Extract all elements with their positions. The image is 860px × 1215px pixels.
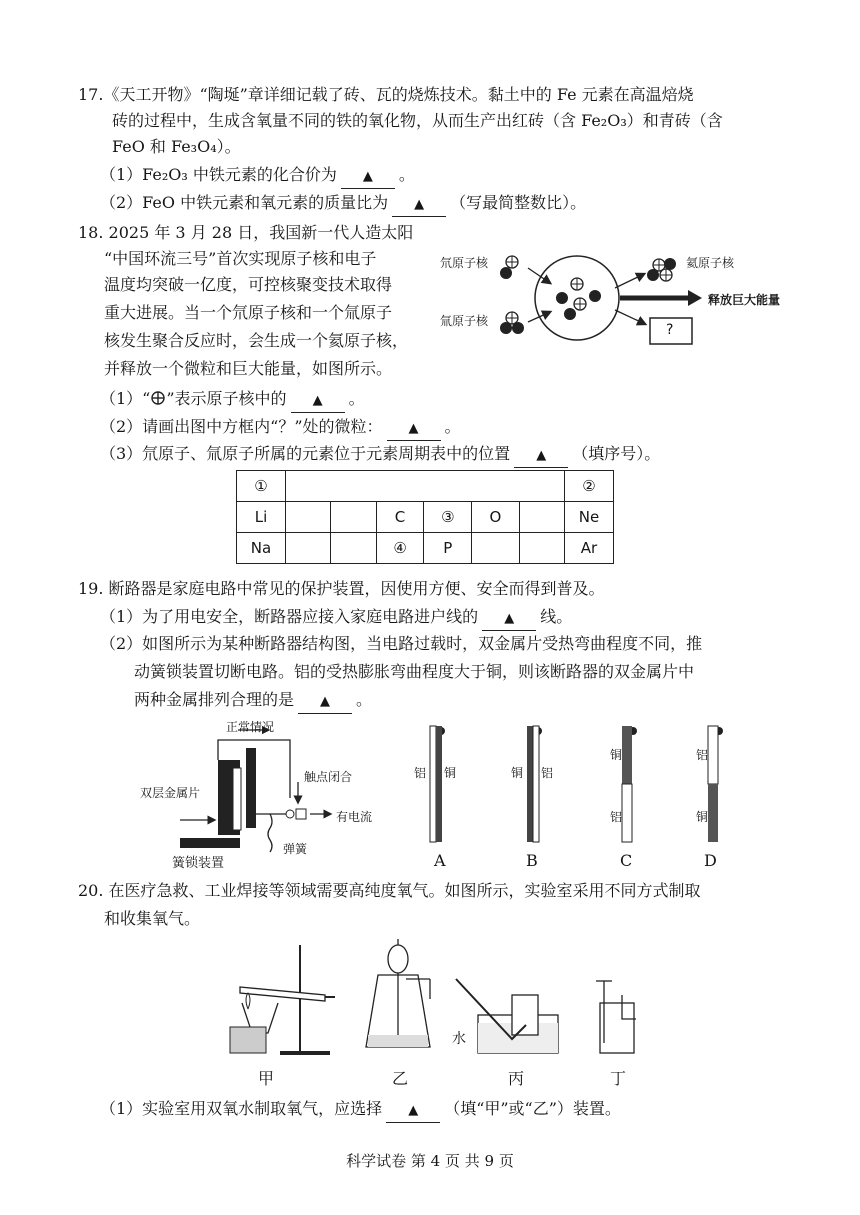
table-cell[interactable]: ② [564,471,613,502]
label-spring: 弹簧 [283,842,308,856]
neutron-icon [512,322,524,334]
q17-sub2-end: （写最简整数比）。 [450,193,587,212]
q20-stem-line1: 20. 在医疗急救、工业焊接等领域需要高纯度氧气。如图所示，实验室采用不同方式制取 [78,881,701,900]
table-cell: P [424,533,472,564]
alcohol-lamp [230,1027,266,1053]
strip-a-right: 铜 [444,766,457,780]
q18-sub3 [100,443,660,468]
table-cell[interactable]: ③ [424,502,472,533]
answer-blank[interactable] [482,606,536,631]
table-cell: O [472,502,519,533]
q18-stem-line3: 温度均突破一亿度，可控核聚变技术取得 [104,275,393,294]
q19-sub1 [100,606,572,631]
table-cell [285,533,330,564]
answer-blank[interactable] [386,1098,440,1123]
strip-c-bottom: 铝 [610,810,623,824]
strip-c-top: 铜 [610,748,623,762]
triangle-icon: ▲ [320,694,331,709]
table-row [237,502,614,533]
answer-blank[interactable] [514,443,568,468]
q18-sub3-end: （填序号）。 [572,444,661,463]
triangle-icon: ▲ [408,421,419,436]
q18-stem-line4: 重大进展。当一个氘原子核和一个氚原子 [104,303,393,322]
apparatus-label-bing: 丙 [508,1069,525,1088]
table-cell [519,533,564,564]
q17-stem-line2: 砖的过程中，生成含氧量不同的铁的氧化物，从而生产出红砖（含 Fe₂O₃）和青砖（含 [112,111,723,130]
strip-options [410,722,730,847]
label-normal: 正常情况 [226,720,275,734]
table-cell[interactable]: ④ [376,533,424,564]
q18-stem-line2: “中国环流三号”首次实现原子核和电子 [104,249,377,268]
answer-blank[interactable] [392,192,446,217]
q18-sub2-text: （2）请画出图中方框内“？”处的微粒： [100,417,383,436]
q17-sub1 [100,164,415,189]
table-cell: C [376,502,424,533]
q18-sub2 [100,416,461,441]
apparatus-label-ding: 丁 [610,1069,627,1088]
label-water: 水 [452,1031,466,1047]
triangle-icon: ▲ [312,393,323,408]
strip-b-label: B [526,851,538,870]
strip-c-label: C [620,851,633,870]
q19-sub1-end: 线。 [540,607,573,626]
label-helium: 氦原子核 [686,256,735,270]
q18-stem-line5: 核发生聚合反应时，会生成一个氦原子核， [104,331,409,350]
q18-sub1-text: （1）“ [100,389,151,408]
strip-b-right: 铝 [541,766,554,780]
label-lock: 簧锁装置 [172,856,225,871]
separatory-funnel [388,945,408,973]
table-cell: Na [237,533,286,564]
q19-stem-line1: 19. 断路器是家庭电路中常见的保护装置，因使用方便、安全而得到普及。 [78,579,605,598]
answer-blank[interactable] [291,388,345,413]
answer-blank[interactable] [298,689,352,714]
label-contact: 触点闭合 [304,770,353,784]
label-bimetal: 双层金属片 [140,786,201,800]
label-question: ? [666,322,674,338]
test-tube [240,987,325,1001]
q18-sub2-end: 。 [444,417,461,436]
table-cell [331,533,376,564]
spring-lock [180,838,240,848]
q19-sub2-text: 两种金属排列合理的是 [134,690,295,709]
q18-stem-line1: 18. 2025 年 3 月 28 日，我国新一代人造太阳 [78,223,414,242]
page-footer: 科学试卷 第 4 页 共 9 页 [346,1152,514,1170]
apparatus-label-jia: 甲 [258,1069,275,1088]
strip-d-bottom: 铜 [696,810,709,824]
table-row [237,471,614,502]
periodic-table [236,470,614,564]
q19-sub1-text: （1）为了用电安全，断路器应接入家庭电路进户线的 [100,607,479,626]
triangle-icon: ▲ [362,169,373,184]
label-deuterium: 氘原子核 [440,256,489,270]
q18-stem-line6: 并释放一个微粒和巨大能量，如图所示。 [104,359,393,378]
table-cell [285,502,330,533]
q18-sub1 [100,388,365,413]
answer-blank[interactable] [387,416,441,441]
q19-sub2-line2: 动簧锁装置切断电路。铝的受热膨胀弯曲程度大于铜，则该断路器的双金属片中 [134,662,695,681]
strip-a-left: 铝 [414,766,427,780]
triangle-icon: ▲ [536,448,547,463]
q17-sub2-text: （2）FeO 中铁元素和氧元素的质量比为 [100,193,389,212]
q18-sub1-mid: ”表示原子核中的 [166,389,287,408]
triangle-icon: ▲ [504,611,515,626]
q19-sub2-end: 。 [356,690,373,709]
strip-b-left: 铜 [511,766,524,780]
energy-arrow-icon [688,290,702,306]
gas-bottle [600,1003,634,1053]
table-cell: Ne [564,502,613,533]
triangle-icon: ▲ [408,1103,419,1118]
q17-stem-line3: FeO 和 Fe₃O₄）。 [112,137,241,156]
label-current: 有电流 [336,810,373,824]
q20-sub1-end: （填“甲”或“乙”）装置。 [444,1099,621,1118]
q19-sub2-line1: （2）如图所示为某种断路器结构图，当电路过载时，双金属片受热弯曲程度不同，推 [100,634,703,653]
table-cell: Li [237,502,286,533]
answer-blank[interactable] [341,164,395,189]
table-cell [519,502,564,533]
table-cell [285,471,564,502]
q17-sub1-end: 。 [398,165,415,184]
strip-d-top: 铝 [696,748,709,762]
q17-stem-line1: 17.《天工开物》“陶埏”章详细记载了砖、瓦的烧炼技术。黏土中的 Fe 元素在高温焙烧 [78,85,694,104]
neutron-icon [500,322,512,334]
triangle-icon: ▲ [414,197,425,212]
table-cell: Ar [564,533,613,564]
table-cell[interactable]: ① [237,471,286,502]
reaction-circle [535,256,619,340]
neutron-icon [500,267,512,279]
q20-sub1-text: （1）实验室用双氧水制取氧气，应选择 [100,1099,383,1118]
q20-sub1 [100,1098,621,1123]
label-energy: 释放巨大能量 [708,293,781,307]
table-cell [472,533,519,564]
apparatus-label-yi: 乙 [392,1069,409,1088]
q17-sub1-text: （1）Fe₂O₃ 中铁元素的化合价为 [100,165,337,184]
strip-d-label: D [704,851,717,870]
table-cell [331,502,376,533]
q19-sub2-line3 [134,689,372,714]
q18-sub3-text: （3）氘原子、氚原子所属的元素位于元素周期表中的位置 [100,444,511,463]
q17-sub2 [100,192,586,217]
q18-sub1-end: 。 [348,389,365,408]
strip-a-label: A [434,851,446,870]
table-row [237,533,614,564]
q20-stem-line2: 和收集氧气。 [104,909,201,928]
apparatus-diagram [220,935,640,1060]
proton-symbol-icon [150,391,166,405]
label-tritium: 氚原子核 [440,314,489,328]
